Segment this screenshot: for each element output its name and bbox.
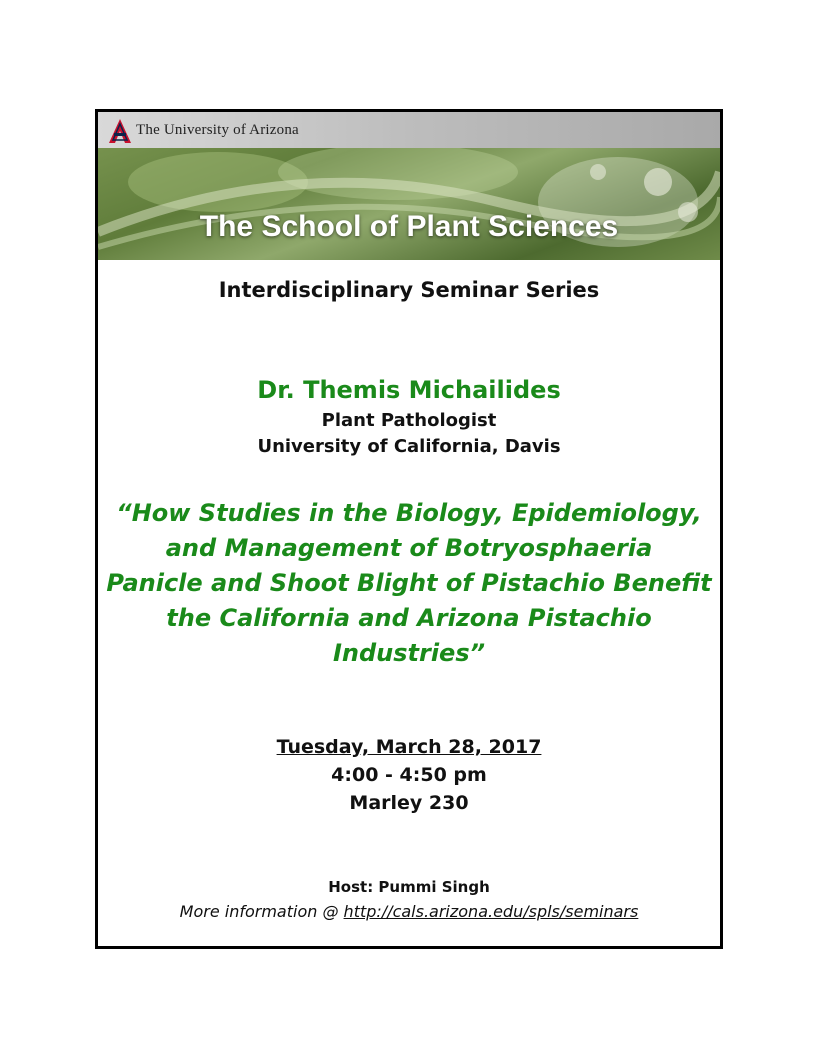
seminar-series: Interdisciplinary Seminar Series — [218, 278, 600, 302]
talk-title-line: the California and Arizona Pistachio — [166, 604, 652, 632]
university-bar — [98, 112, 720, 148]
talk-title-line: and Management of Botryosphaeria — [165, 534, 653, 562]
speaker-affiliation: University of California, Davis — [257, 436, 561, 457]
banner-title: The School of Plant Sciences — [199, 210, 619, 243]
talk-title-line: Industries” — [332, 639, 486, 667]
event-time: 4:00 - 4:50 pm — [331, 764, 487, 786]
host: Host: Pummi Singh — [328, 878, 490, 896]
event-date: Tuesday, March 28, 2017 — [276, 736, 542, 758]
event-location: Marley 230 — [349, 792, 469, 814]
talk-title — [98, 496, 720, 671]
university-name: The University of Arizona — [136, 122, 299, 138]
seminars-link[interactable]: http://cals.arizona.edu/spls/seminars — [343, 902, 639, 921]
university-logo-icon — [108, 118, 132, 144]
speaker-role: Plant Pathologist — [321, 410, 497, 431]
header-banner — [98, 112, 720, 260]
more-info-prefix: More information @ — [179, 902, 344, 921]
talk-title-line: Panicle and Shoot Blight of Pistachio Benefit — [106, 569, 712, 597]
talk-title-line: “How Studies in the Biology, Epidemiology, — [116, 499, 702, 527]
flyer-frame — [95, 109, 723, 949]
more-info — [98, 902, 720, 921]
speaker-name: Dr. Themis Michailides — [257, 376, 561, 404]
